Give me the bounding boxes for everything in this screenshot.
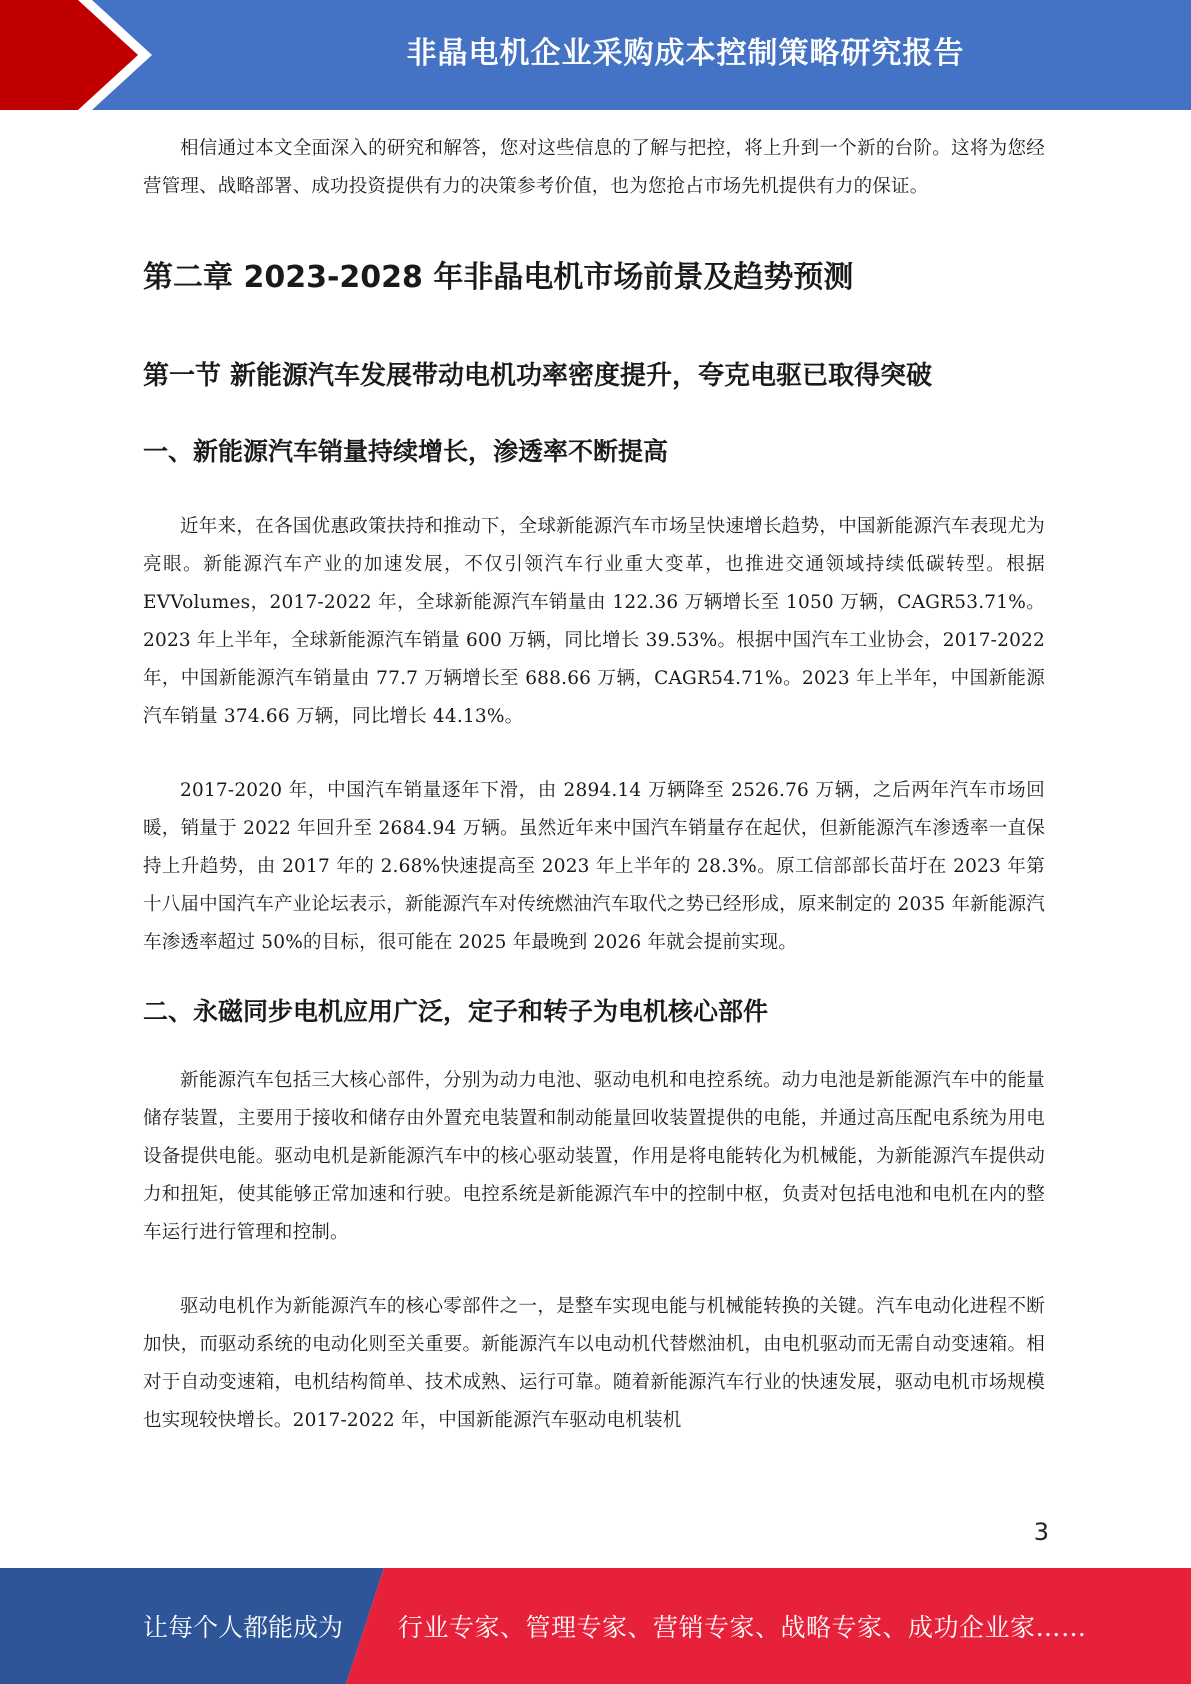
page-number: 3 <box>1033 1518 1049 1546</box>
page-header <box>0 0 1191 110</box>
subsection-title-2: 二、永磁同步电机应用广泛，定子和转子为电机核心部件 <box>143 997 769 1026</box>
paragraph: 2017-2020 年，中国汽车销量逐年下滑，由 2894.14 万辆降至 2526.76 万辆，之后两年汽车市场回暖，销量于 2022 年回升至 2684.94 万辆。虽然近年来中国汽车销量存在起伏，但新能源汽车渗透率一直保持上升趋势，由 2017 年的 2.68%快速提高至 2023 年上半年的 28.3%。原工信部部长苗圩在 2023 年第十八届中国汽车产业论坛表示，新能源汽车对传统燃油汽车取代之势已经形成，原来制定的 2035 年新能源汽车渗透率超过 50%的目标，很可能在 2025 年最晚到 2026 年就会提前实现。 <box>143 780 1045 953</box>
footer-slogan-left: 让每个人都能成为 <box>143 1613 344 1642</box>
section-title: 第一节 新能源汽车发展带动电机功率密度提升，夸克电驱已取得突破 <box>143 361 933 391</box>
page-footer <box>0 1568 1191 1684</box>
paragraph: 新能源汽车包括三大核心部件，分别为动力电池、驱动电机和电控系统。动力电池是新能源汽车中的能量储存装置，主要用于接收和储存由外置充电装置和制动能量回收装置提供的电能，并通过高压配电系统为用电设备提供电能。驱动电机是新能源汽车中的核心驱动装置，作用是将电能转化为机械能，为新能源汽车提供动力和扭矩，使其能够正常加速和行驶。电控系统是新能源汽车中的控制中枢，负责对包括电池和电机在内的整车运行进行管理和控制。 <box>143 1070 1045 1243</box>
footer-slogan-right: 行业专家、管理专家、营销专家、战略专家、成功企业家…… <box>398 1613 1087 1642</box>
intro-paragraph: 相信通过本文全面深入的研究和解答，您对这些信息的了解与把控，将上升到一个新的台阶。这将为您经营管理、战略部署、成功投资提供有力的决策参考价值，也为您抢占市场先机提供有力的保证。 <box>143 138 1045 197</box>
chapter-title: 第二章 2023-2028 年非晶电机市场前景及趋势预测 <box>143 260 854 295</box>
subsection-title-1: 一、新能源汽车销量持续增长，渗透率不断提高 <box>143 437 669 466</box>
paragraph: 近年来，在各国优惠政策扶持和推动下，全球新能源汽车市场呈快速增长趋势，中国新能源汽车表现尤为亮眼。新能源汽车产业的加速发展，不仅引领汽车行业重大变革，也推进交通领域持续低碳转型。根据 EVVolumes，2017-2022 年，全球新能源汽车销量由 122.36 万辆增长至 1050 万辆，CAGR53.71%。2023 年上半年，全球新能源汽车销量 600 万辆，同比增长 39.53%。根据中国汽车工业协会，2017-2022 年，中国新能源汽车销量由 77.7 万辆增长至 688.66 万辆，CAGR54.71%。2023 年上半年，中国新能源汽车销量 374.66 万辆，同比增长 44.13%。 <box>143 516 1045 727</box>
paragraph: 驱动电机作为新能源汽车的核心零部件之一，是整车实现电能与机械能转换的关键。汽车电动化进程不断加快，而驱动系统的电动化则至关重要。新能源汽车以电动机代替燃油机，由电机驱动而无需自动变速箱。相对于自动变速箱，电机结构简单、技术成熟、运行可靠。随着新能源汽车行业的快速发展，驱动电机市场规模也实现较快增长。2017-2022 年，中国新能源汽车驱动电机装机 <box>143 1296 1045 1431</box>
report-title: 非晶电机企业采购成本控制策略研究报告 <box>406 36 965 71</box>
page-content <box>143 130 1045 1440</box>
